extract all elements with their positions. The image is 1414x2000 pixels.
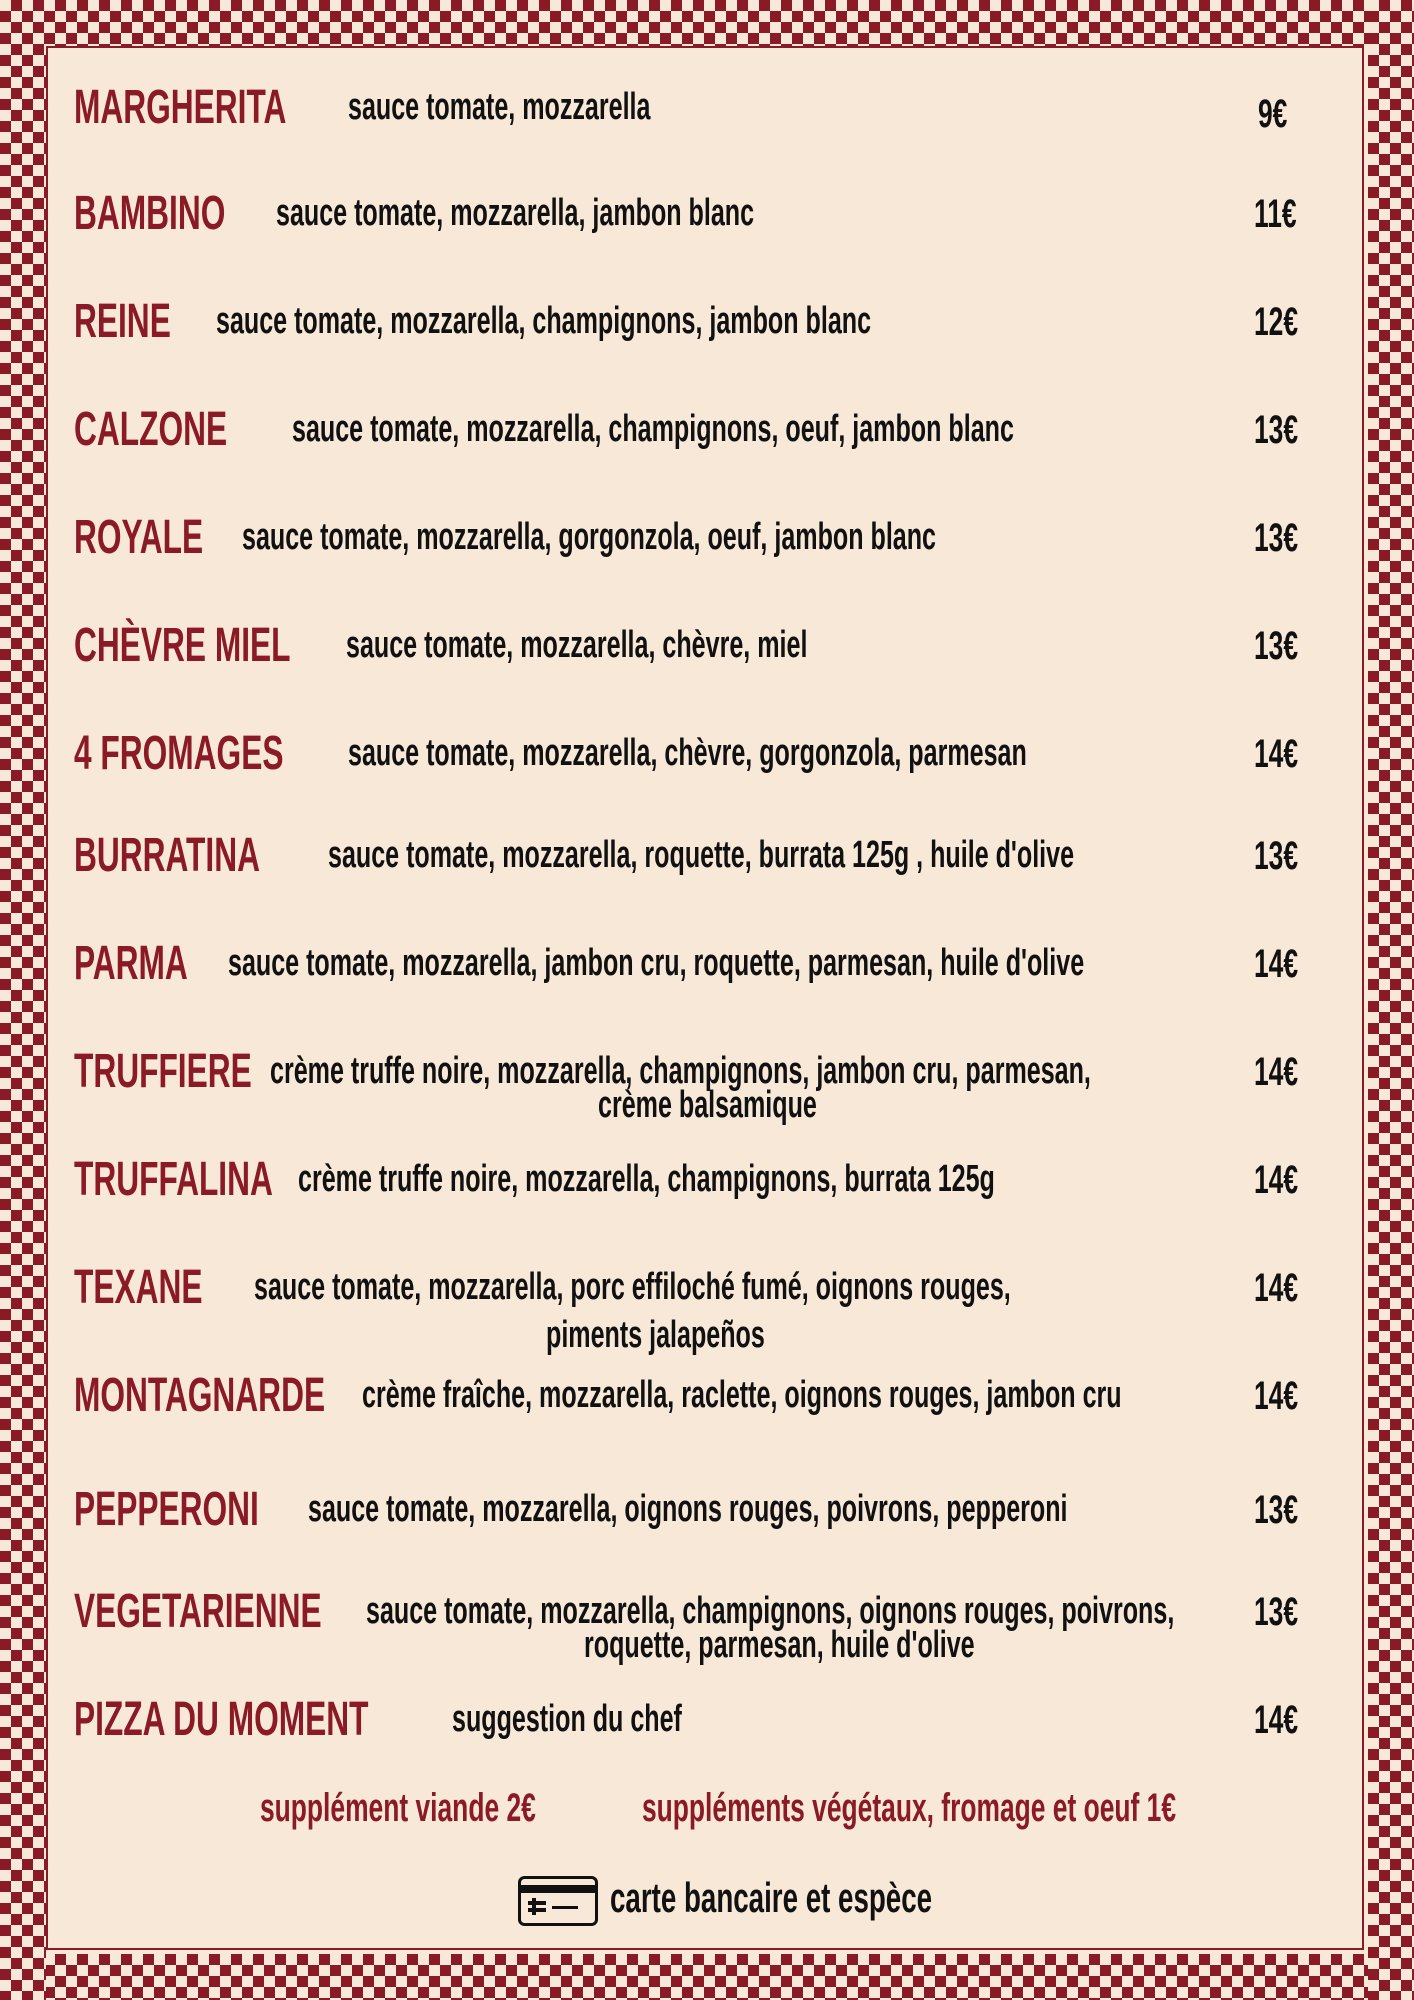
pizza-ingredients-line2: crème balsamique (598, 1084, 817, 1126)
pizza-ingredients: sauce tomate, mozzarella, oignons rouges, poivrons, pepperoni (308, 1488, 1068, 1530)
pizza-name: BURRATINA (74, 829, 260, 882)
pizza-price: 13€ (1254, 516, 1299, 560)
pizza-price: 13€ (1254, 624, 1299, 668)
pizza-name: REINE (74, 295, 171, 348)
pizza-ingredients: crème fraîche, mozzarella, raclette, oignons rouges, jambon cru (362, 1374, 1122, 1416)
supplement-veg: suppléments végétaux, fromage et oeuf 1€ (642, 1786, 1177, 1830)
pizza-name: TEXANE (74, 1261, 203, 1314)
checkered-border-bottom (0, 1954, 1414, 2000)
pizza-name: CHÈVRE MIEL (74, 619, 291, 672)
pizza-ingredients: sauce tomate, mozzarella, roquette, burrata 125g , huile d'olive (328, 834, 1075, 876)
pizza-name: PARMA (74, 937, 188, 990)
credit-card-icon (518, 1876, 598, 1926)
pizza-price: 13€ (1254, 834, 1299, 878)
checkered-border-right (1368, 0, 1414, 2000)
pizza-price: 14€ (1254, 1050, 1299, 1094)
pizza-ingredients: sauce tomate, mozzarella, champignons, jambon blanc (216, 300, 872, 342)
pizza-name: TRUFFALINA (74, 1153, 273, 1206)
pizza-price: 12€ (1254, 300, 1299, 344)
pizza-ingredients: sauce tomate, mozzarella (348, 86, 651, 128)
pizza-name: TRUFFIERE (74, 1045, 252, 1098)
pizza-name: PIZZA DU MOMENT (74, 1693, 369, 1746)
pizza-name: MONTAGNARDE (74, 1369, 326, 1422)
pizza-price: 14€ (1254, 1374, 1299, 1418)
pizza-price: 14€ (1254, 732, 1299, 776)
checkered-border-left (0, 0, 46, 2000)
pizza-ingredients: suggestion du chef (452, 1698, 682, 1740)
pizza-name: 4 FROMAGES (74, 727, 284, 780)
pizza-name: CALZONE (74, 403, 228, 456)
pizza-price: 14€ (1254, 1158, 1299, 1202)
pizza-price: 11€ (1254, 192, 1297, 236)
pizza-ingredients: crème truffe noire, mozzarella, champignons, burrata 125g (298, 1158, 995, 1200)
pizza-ingredients: sauce tomate, mozzarella, champignons, oignons rouges, poivrons, (366, 1590, 1175, 1632)
pizza-name: PEPPERONI (74, 1483, 259, 1536)
pizza-ingredients: sauce tomate, mozzarella, chèvre, gorgonzola, parmesan (348, 732, 1027, 774)
pizza-ingredients: crème truffe noire, mozzarella, champignons, jambon cru, parmesan, (270, 1050, 1091, 1092)
pizza-name: ROYALE (74, 511, 204, 564)
pizza-price: 9€ (1258, 92, 1288, 136)
pizza-name: BAMBINO (74, 187, 226, 240)
pizza-price: 13€ (1254, 1488, 1299, 1532)
pizza-price: 14€ (1254, 942, 1299, 986)
pizza-ingredients: sauce tomate, mozzarella, champignons, oeuf, jambon blanc (292, 408, 1014, 450)
pizza-ingredients: sauce tomate, mozzarella, jambon cru, roquette, parmesan, huile d'olive (228, 942, 1085, 984)
pizza-ingredients: sauce tomate, mozzarella, chèvre, miel (346, 624, 808, 666)
supplement-meat: supplément viande 2€ (260, 1786, 536, 1830)
checkered-border-top (0, 0, 1414, 46)
pizza-name: VEGETARIENNE (74, 1585, 322, 1638)
payment-text: carte bancaire et espèce (610, 1874, 933, 1921)
pizza-ingredients: sauce tomate, mozzarella, porc effiloché fumé, oignons rouges, (254, 1266, 1011, 1308)
pizza-price: 14€ (1254, 1266, 1299, 1310)
pizza-price: 14€ (1254, 1698, 1299, 1742)
pizza-price: 13€ (1254, 408, 1299, 452)
pizza-price: 13€ (1254, 1590, 1299, 1634)
pizza-ingredients: sauce tomate, mozzarella, gorgonzola, oeuf, jambon blanc (242, 516, 937, 558)
pizza-ingredients-line2: piments jalapeños (546, 1314, 765, 1356)
pizza-ingredients: sauce tomate, mozzarella, jambon blanc (276, 192, 755, 234)
pizza-ingredients-line2: roquette, parmesan, huile d'olive (584, 1624, 975, 1666)
pizza-name: MARGHERITA (74, 81, 287, 134)
